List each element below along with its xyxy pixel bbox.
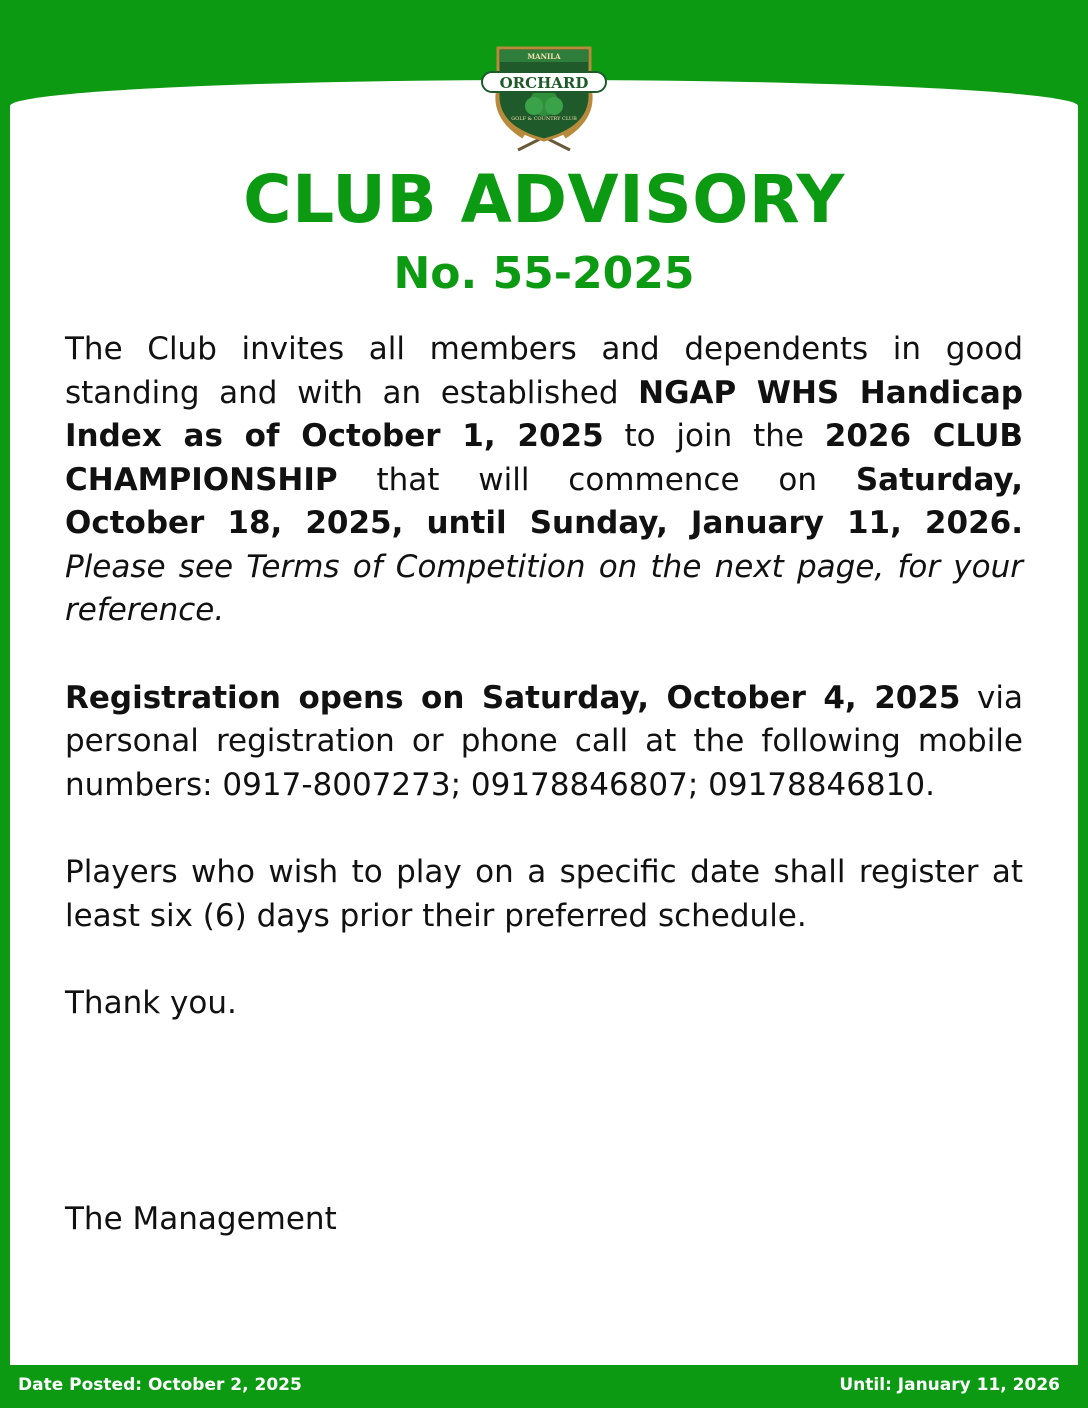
closing-line: Thank you. bbox=[65, 985, 237, 1021]
svg-text:GOLF & COUNTRY CLUB: GOLF & COUNTRY CLUB bbox=[511, 116, 577, 122]
svg-text:ORCHARD: ORCHARD bbox=[499, 74, 589, 92]
svg-text:MANILA: MANILA bbox=[527, 52, 561, 61]
paragraph-schedule: Players who wish to play on a specific date shall register at least six (6) days prior their preferred schedule. bbox=[65, 854, 1023, 934]
club-logo bbox=[478, 44, 610, 154]
advisory-body bbox=[65, 328, 1023, 1026]
paragraph-registration: Registration opens on Saturday, October 4, 2025 via personal registration or phone call at the following mobile numbers: 0917-8007273; 09178846807; 09178846810. bbox=[65, 679, 1023, 803]
signature: The Management bbox=[65, 1201, 337, 1237]
page-title: CLUB ADVISORY bbox=[243, 161, 845, 238]
paragraph-invitation: The Club invites all members and dependents in good standing and with an established NGAP WHS Handicap Index as of October 1, 2025 to join the 2026 CLUB CHAMPIONSHIP that will commence on Saturday, October 18, 2025, until Sunday, January 11, 2026. Please see Terms of Competition on the next page, for your reference. bbox=[65, 331, 1023, 628]
valid-until: Until: January 11, 2026 bbox=[839, 1375, 1060, 1395]
advisory-number: No. 55-2025 bbox=[393, 248, 695, 299]
svg-text:THE: THE bbox=[536, 64, 552, 72]
date-posted: Date Posted: October 2, 2025 bbox=[18, 1375, 302, 1395]
